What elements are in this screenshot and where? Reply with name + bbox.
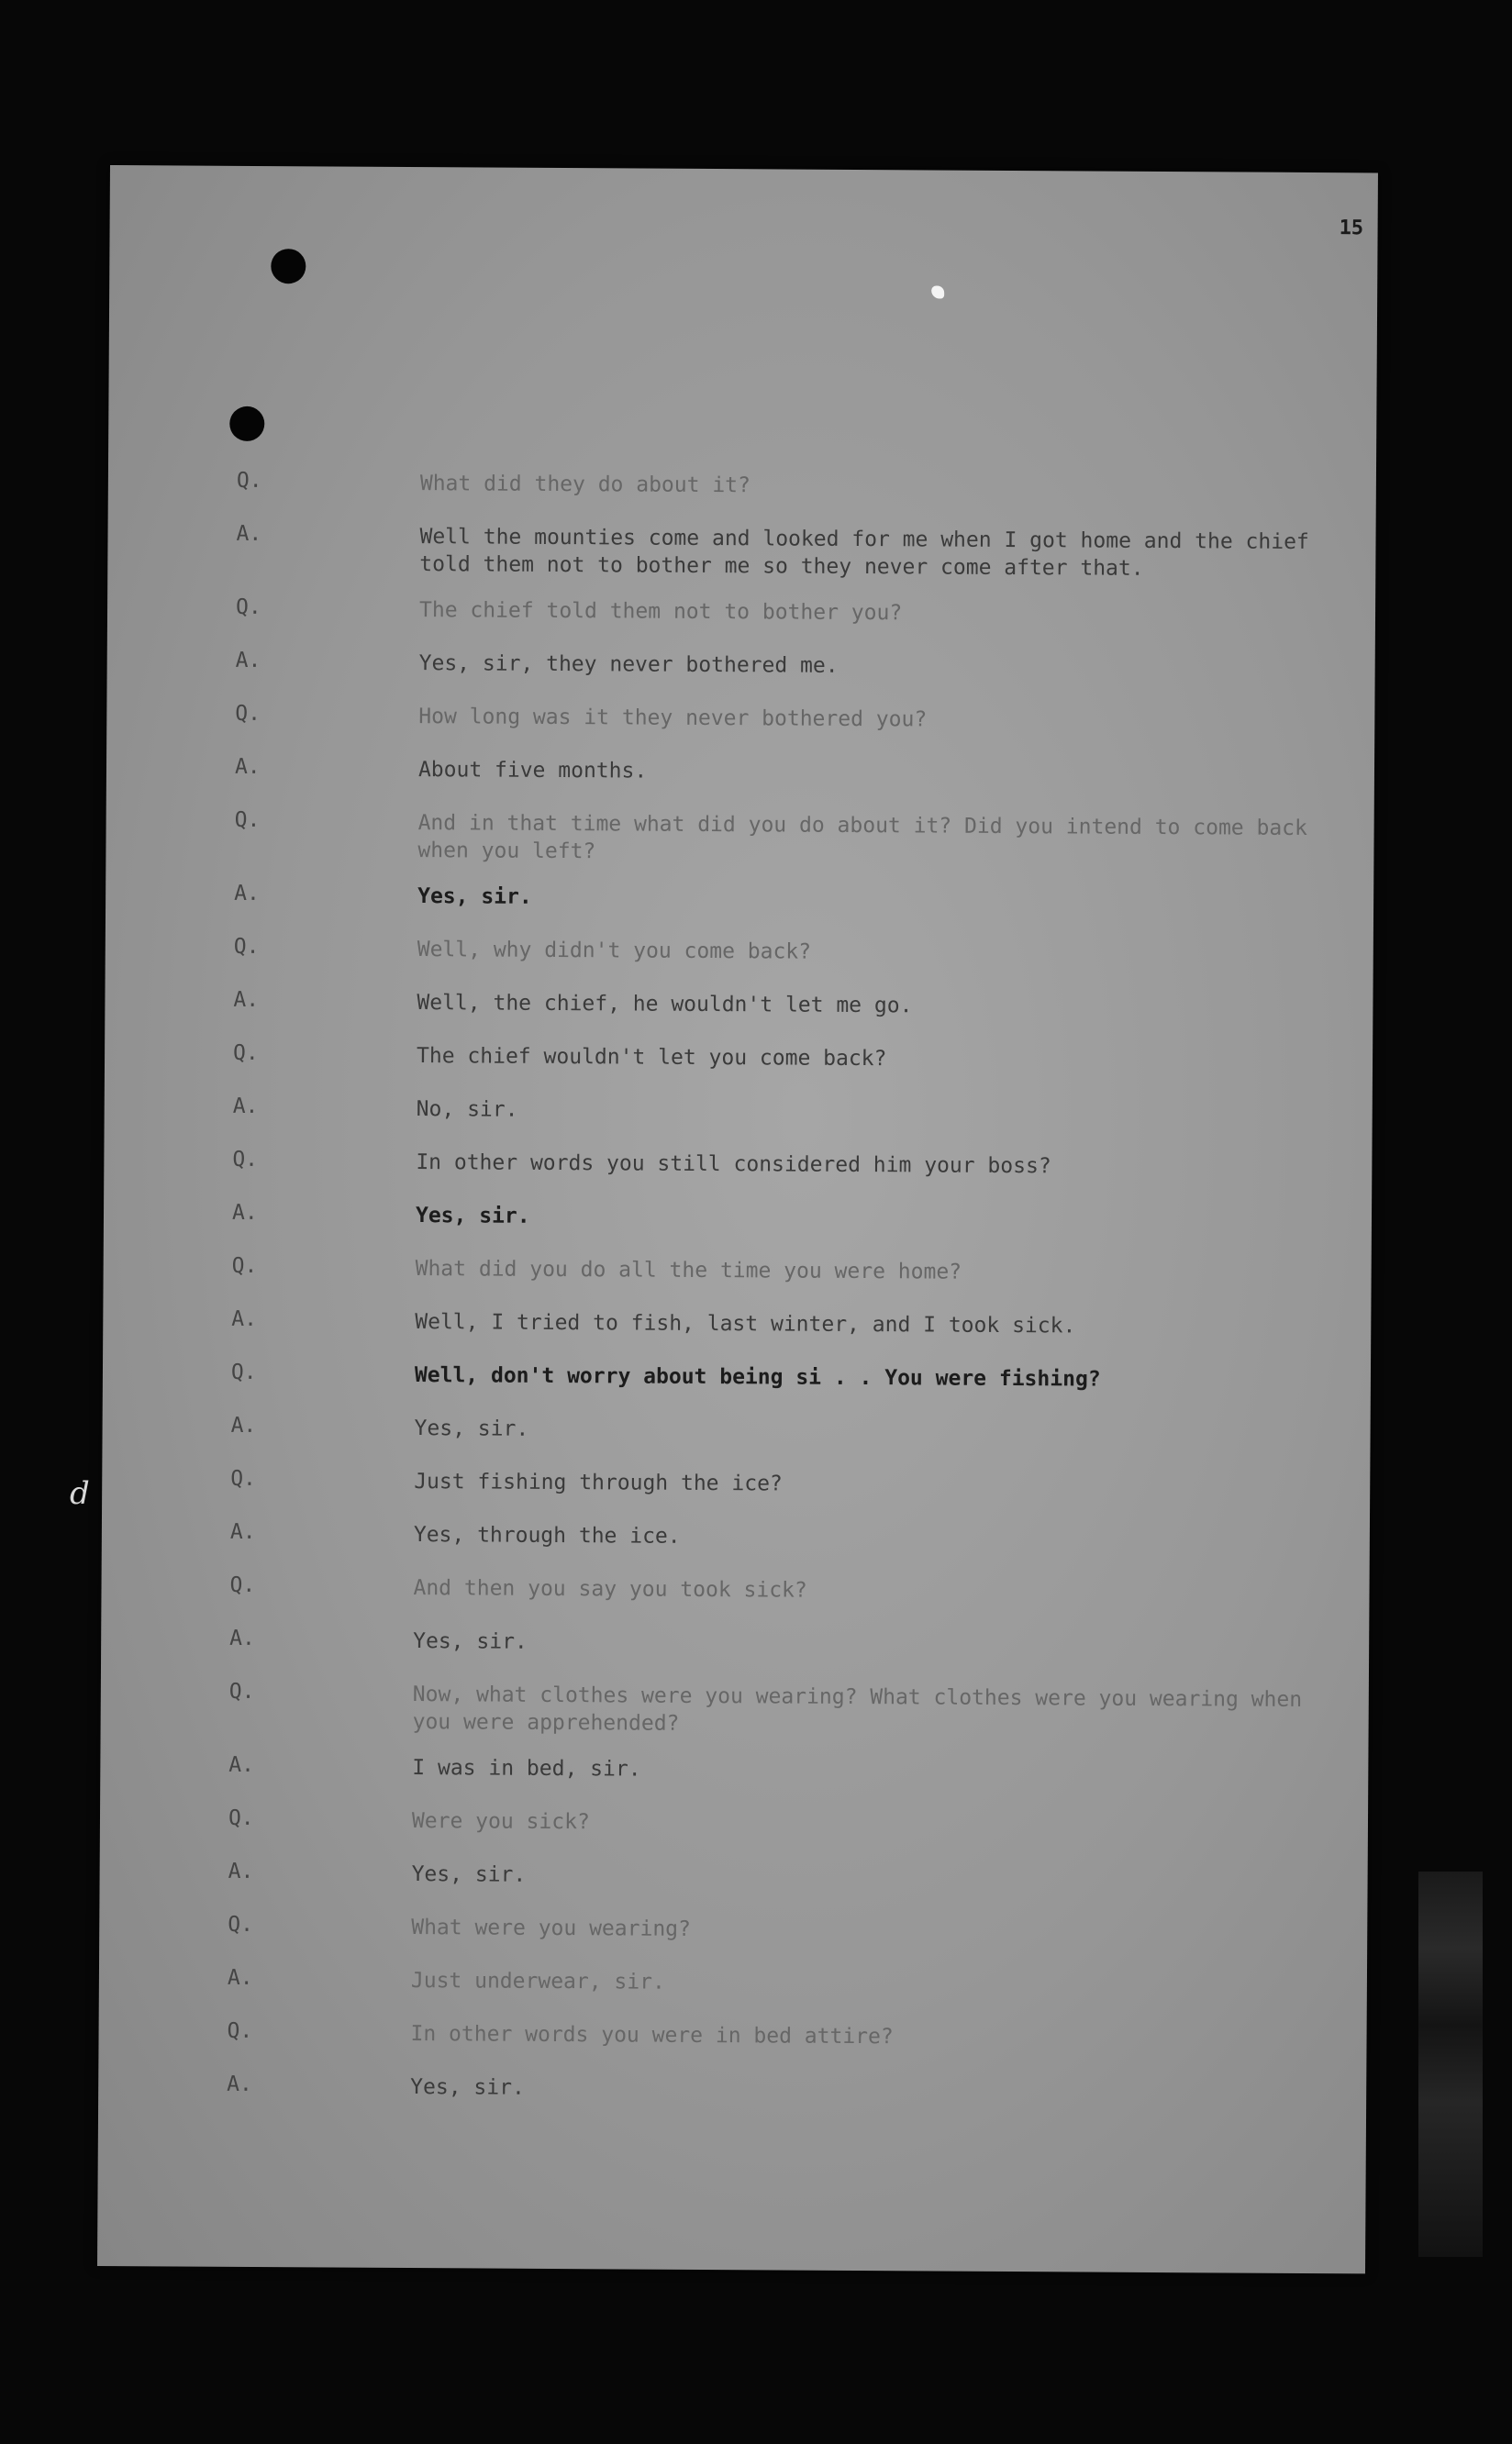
speaker-label: Q. (236, 468, 262, 494)
line-text: Well, the chief, he wouldn't let me go. (417, 991, 913, 1018)
speaker-label: A. (229, 1626, 255, 1650)
qa-line (98, 2072, 1366, 2108)
qa-line (107, 594, 1375, 631)
line-text: How long was it they never bothered you? (418, 705, 928, 732)
speaker-label: A. (227, 1965, 253, 1990)
page-number: 15 (1339, 217, 1364, 240)
line-text: The chief wouldn't let you come back? (416, 1044, 887, 1072)
line-text: No, sir. (416, 1097, 518, 1122)
qa-line (108, 468, 1376, 505)
speaker-label: A. (236, 521, 262, 547)
line-text: In other words you were in bed attire? (410, 2022, 894, 2050)
line-text: Just underwear, sir. (410, 1969, 665, 1994)
punch-hole (229, 406, 264, 441)
punch-hole (271, 249, 306, 283)
speaker-label: A. (229, 1519, 256, 1544)
line-text: The chief told them not to bother you? (418, 598, 903, 626)
speaker-label: Q. (234, 807, 261, 833)
speaker-label: Q. (227, 2018, 253, 2043)
line-text: In other words you still considered him your boss? (416, 1150, 1051, 1179)
film-speck (931, 285, 944, 298)
qa-line (101, 1626, 1369, 1662)
speaker-label: A. (232, 1094, 259, 1119)
qa-line (102, 1413, 1370, 1450)
speaker-label: A. (231, 1306, 258, 1332)
speaker-label: A. (228, 1752, 255, 1777)
line-text: Yes, sir. (411, 1862, 527, 1887)
speaker-label: A. (234, 754, 261, 780)
film-edge (1418, 1872, 1483, 2257)
line-text: Yes, sir. (410, 2075, 525, 2100)
line-text: Yes, sir. (417, 884, 532, 909)
line-text: Yes, sir. (415, 1204, 530, 1228)
qa-line (103, 1360, 1371, 1396)
qa-line (100, 1752, 1368, 1789)
line-text: Well, I tried to fish, last winter, and I took sick. (415, 1310, 1076, 1339)
qa-line (106, 807, 1373, 870)
line-text: Now, what clothes were you wearing? What clothes were you wearing when you were apprehended? (412, 1683, 1303, 1736)
qa-line (100, 1805, 1368, 1842)
qa-line (103, 1306, 1371, 1343)
qa-line (99, 1912, 1367, 1949)
qa-line (104, 1253, 1372, 1290)
speaker-label: A. (227, 2072, 253, 2096)
speaker-label: Q. (228, 1912, 254, 1937)
margin-mark: d (70, 1475, 90, 1512)
qa-line (100, 1859, 1368, 1895)
line-text: What did you do all the time you were home? (415, 1257, 962, 1284)
qa-line (107, 648, 1375, 684)
line-text: Well the mounties come and looked for me when I got home and the chief told them not to bother me so they never come after that. (419, 525, 1309, 581)
line-text: Yes, through the ice. (413, 1523, 681, 1549)
line-text: Well, don't worry about being si . . You were fishing? (414, 1363, 1101, 1392)
qa-line (106, 934, 1373, 971)
line-text: What did they do about it? (419, 472, 750, 498)
speaker-label: Q. (235, 701, 261, 727)
line-text: About five months. (417, 758, 648, 783)
qa-line (105, 1040, 1373, 1077)
qa-line (102, 1466, 1370, 1503)
qa-line (101, 1572, 1369, 1609)
document-page (97, 165, 1378, 2273)
speaker-label: A. (230, 1413, 257, 1438)
speaker-label: Q. (228, 1679, 255, 1704)
qa-line (104, 1147, 1372, 1183)
line-text: Were you sick? (411, 1809, 590, 1835)
line-text: Well, why didn't you come back? (417, 938, 812, 964)
qa-line (101, 1679, 1369, 1741)
qa-line (99, 1965, 1367, 2002)
qa-line (105, 987, 1373, 1024)
qa-line (104, 1200, 1372, 1237)
qa-line (107, 521, 1375, 583)
line-text: And then you say you took sick? (413, 1576, 807, 1603)
speaker-label: A. (234, 881, 260, 906)
line-text: Yes, sir, they never bothered me. (418, 651, 839, 678)
line-text: What were you wearing? (411, 1916, 691, 1941)
speaker-label: A. (228, 1859, 254, 1883)
qa-line (105, 1094, 1373, 1130)
qa-line (106, 754, 1374, 791)
line-text: Just fishing through the ice? (414, 1470, 783, 1496)
transcript (98, 468, 1376, 2132)
speaker-label: A. (233, 987, 260, 1013)
speaker-label: Q. (231, 1253, 258, 1279)
speaker-label: Q. (235, 594, 261, 620)
speaker-label: A. (235, 648, 261, 673)
qa-line (98, 2018, 1366, 2055)
speaker-label: A. (231, 1200, 258, 1226)
qa-line (102, 1519, 1370, 1556)
speaker-label: Q. (232, 1147, 259, 1172)
speaker-label: Q. (230, 1466, 257, 1491)
speaker-label: Q. (230, 1360, 257, 1384)
qa-line (106, 881, 1373, 917)
speaker-label: Q. (228, 1805, 254, 1830)
line-text: Yes, sir. (413, 1629, 528, 1654)
line-text: Yes, sir. (414, 1416, 529, 1441)
speaker-label: Q. (233, 1040, 259, 1066)
speaker-label: Q. (233, 934, 260, 960)
line-text: And in that time what did you do about it? Did you intend to come back when you left? (417, 811, 1307, 864)
qa-line (106, 701, 1374, 738)
line-text: I was in bed, sir. (412, 1756, 641, 1782)
speaker-label: Q. (229, 1572, 256, 1597)
